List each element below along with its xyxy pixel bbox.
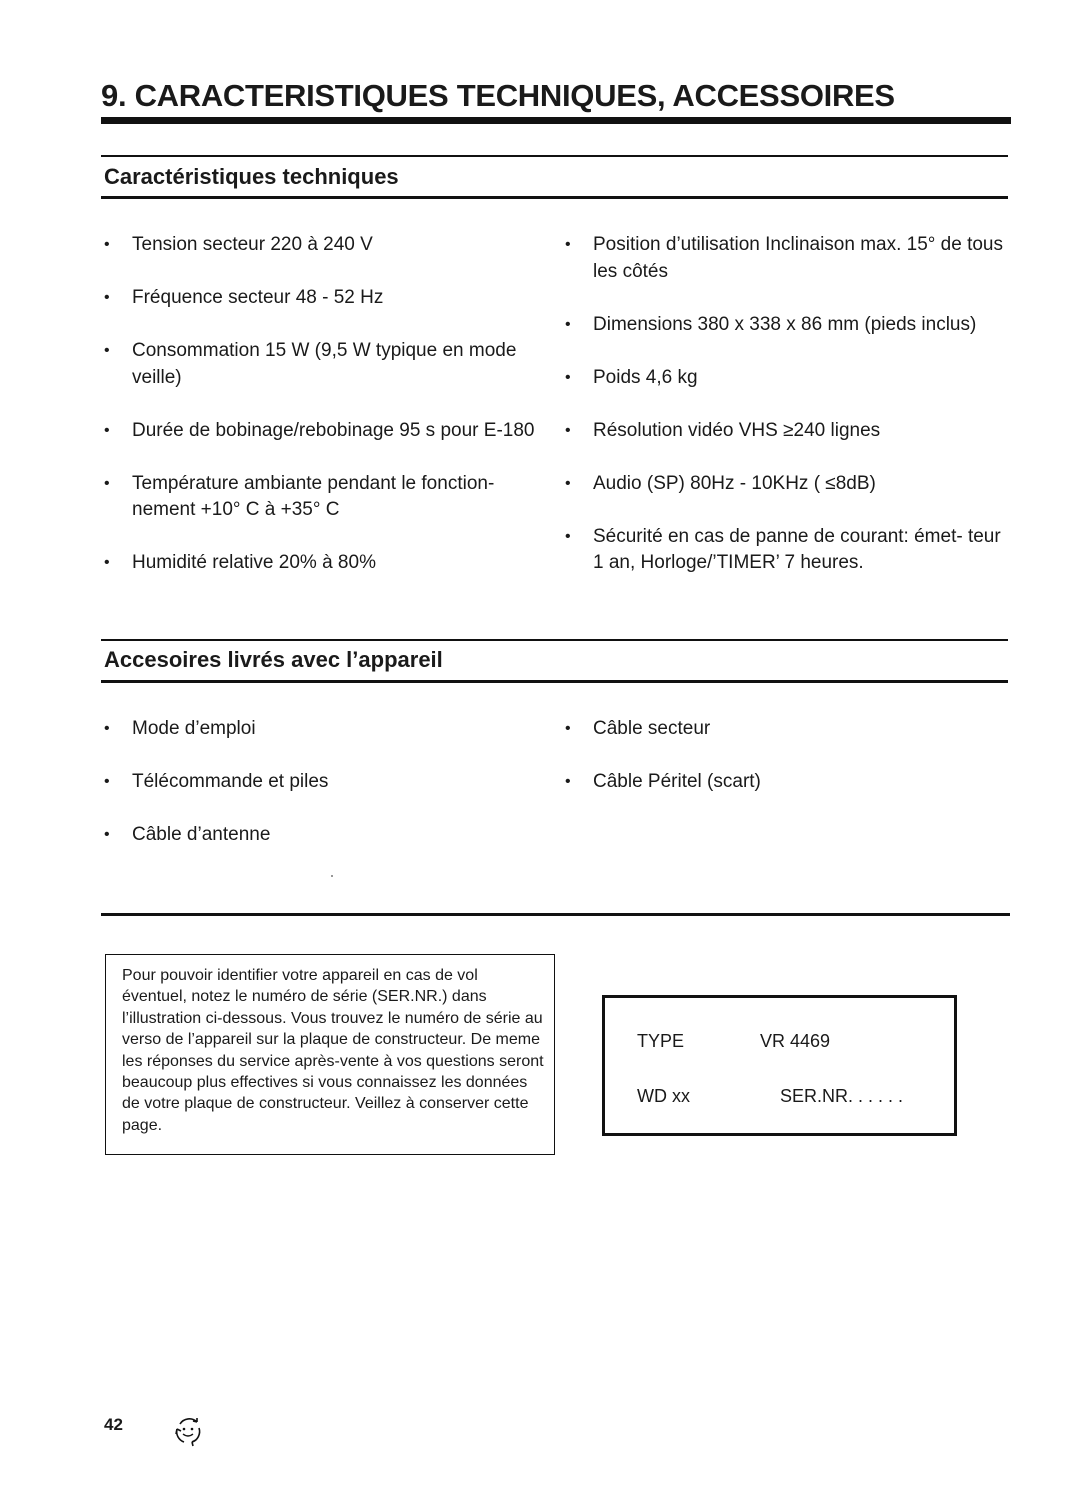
list-item: • Sécurité en cas de panne de courant: émet- teur 1 an, Horloge/’TIMER’ 7 heures.: [565, 524, 1010, 577]
specs-right-list: [565, 232, 1010, 603]
list-item: • Dimensions 380 x 338 x 86 mm (pieds inclus): [565, 312, 1010, 339]
list-item: • Tension secteur 220 à 240 V: [104, 232, 544, 259]
list-item: • Température ambiante pendant le fonction- nement +10° C à +35° C: [104, 471, 544, 524]
wd-label: WD xx: [637, 1086, 690, 1106]
recycle-smiley-icon: [170, 1412, 206, 1448]
serial-note-box: [105, 954, 555, 1155]
list-item: • Durée de bobinage/rebobinage 95 s pour E-180: [104, 418, 544, 445]
list-item: • Câble Péritel (scart): [565, 769, 1010, 796]
page-title: 9. CARACTERISTIQUES TECHNIQUES, ACCESSOIRES: [101, 78, 895, 113]
list-item: • Mode d’emploi: [104, 716, 544, 743]
type-label: TYPE: [637, 1031, 685, 1051]
list-item: • Câble d’antenne: [104, 822, 544, 849]
section-rule-bottom: [101, 680, 1008, 683]
serial-section-rule: [101, 913, 1010, 916]
specs-heading: Caractéristiques techniques: [104, 164, 399, 189]
list-item: • Télécommande et piles: [104, 769, 544, 796]
specs-left-list: [104, 232, 544, 603]
accessories-left-list: [104, 716, 544, 875]
serial-number-label: SER.NR. . . . . .: [780, 1086, 904, 1106]
title-underline: [101, 117, 1011, 124]
list-item: • Câble secteur: [565, 716, 1010, 743]
print-speck: [331, 875, 333, 877]
serial-note-text: Pour pouvoir identifier votre appareil en cas de vol éventuel, notez le numéro de série (SER.NR.) dans l’illustration ci-dessous. Vous trouvez le numéro de série au verso de l’appareil sur la plaque de constructeur. De meme les réponses du service après-vente à vos questions seront beaucoup plus effectives si vous connaissez les données de votre plaque de constructeur. Veillez à conserver cette page.: [122, 967, 544, 1134]
type-value: VR 4469: [760, 1031, 831, 1051]
accessories-heading: Accesoires livrés avec l’appareil: [104, 647, 443, 672]
accessories-right-list: [565, 716, 1010, 822]
list-item: • Consommation 15 W (9,5 W typique en mode veille): [104, 338, 544, 391]
list-item: • Résolution vidéo VHS ≥240 lignes: [565, 418, 1010, 445]
section-rule-top: [101, 639, 1008, 641]
type-plate-box: [602, 995, 957, 1136]
page-number: 42: [104, 1415, 123, 1434]
list-item: • Audio (SP) 80Hz - 10KHz ( ≤8dB): [565, 471, 1010, 498]
list-item: • Poids 4,6 kg: [565, 365, 1010, 392]
list-item: • Position d’utilisation Inclinaison max. 15° de tous les côtés: [565, 232, 1010, 285]
section-rule-bottom: [101, 196, 1008, 199]
list-item: • Humidité relative 20% à 80%: [104, 550, 544, 577]
section-rule-top: [101, 155, 1008, 157]
list-item: • Fréquence secteur 48 - 52 Hz: [104, 285, 544, 312]
